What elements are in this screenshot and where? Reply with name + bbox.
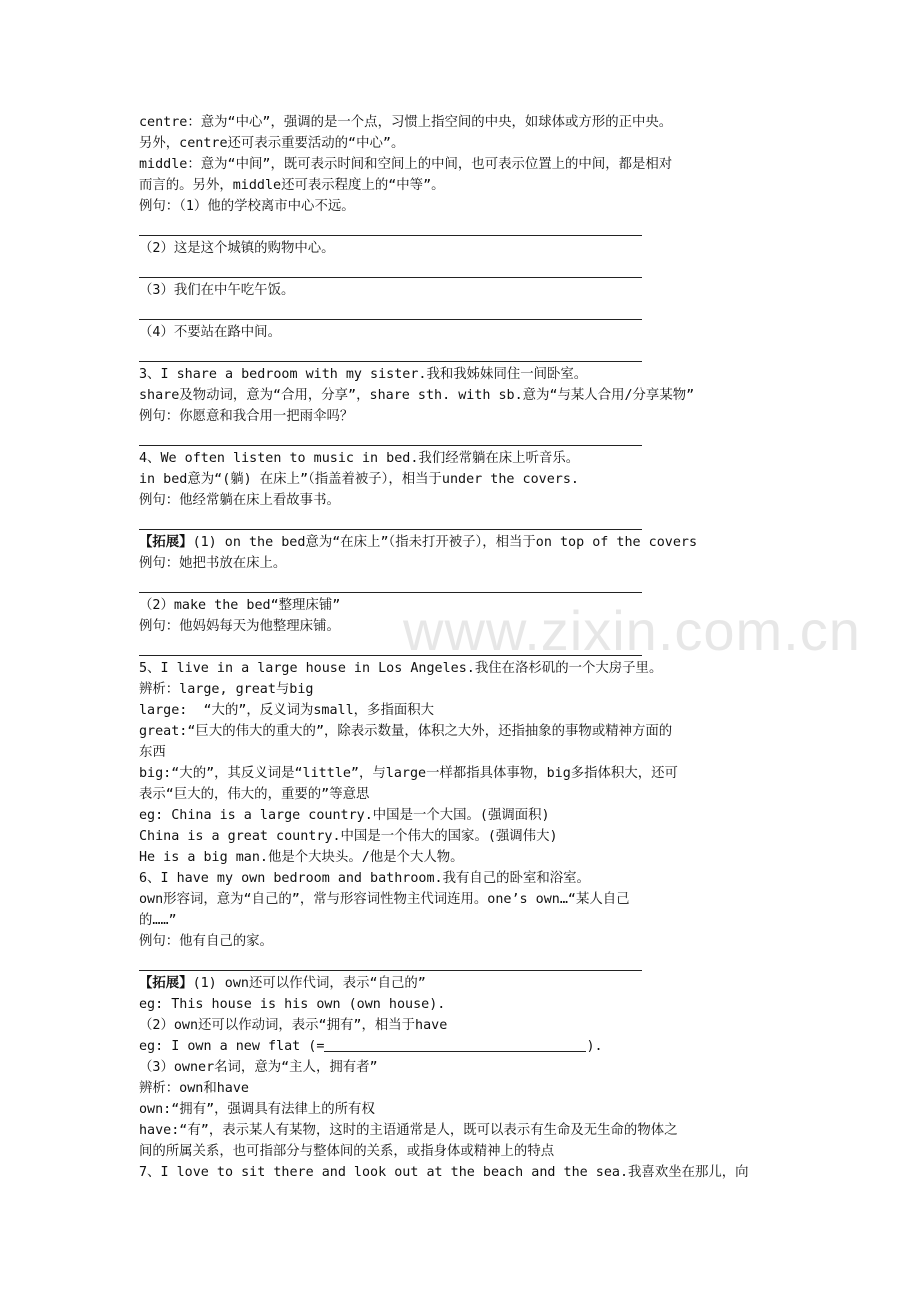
example-line: 例句：你愿意和我合用一把雨伞吗？ xyxy=(139,409,354,424)
text-line: big:“大的”，其反义词是“little”，与large一样都指具体事物，big多指体积大，还可 xyxy=(139,766,678,781)
text-line: eg: China is a large country.中国是一个大国。(强调面积) xyxy=(139,808,550,823)
example-line: 例句：他妈妈每天为他整理床铺。 xyxy=(139,619,340,634)
extension-line xyxy=(139,532,789,553)
section-heading: 6、I have my own bedroom and bathroom.我有自己的卧室和浴室。 xyxy=(139,871,590,886)
extension-text: (1) own还可以作代词，表示“自己的” xyxy=(192,976,426,991)
text-line: centre：意为“中心”，强调的是一个点，习惯上指空间的中央，如球体或方形的正中央。 xyxy=(139,115,673,130)
text-line: 间的所属关系，也可指部分与整体间的关系，或指身体或精神上的特点 xyxy=(139,1144,555,1159)
text-line: （3）owner名词，意为“主人，拥有者” xyxy=(139,1060,378,1075)
extension-tag: 【拓展】 xyxy=(139,976,193,991)
answer-blank[interactable] xyxy=(139,301,789,322)
section-heading: 7、I love to sit there and look out at the beach and the sea.我喜欢坐在那儿，向 xyxy=(139,1165,749,1180)
document-page xyxy=(139,112,789,1183)
example-line: 例句：（1）他的学校离市中心不远。 xyxy=(139,199,355,214)
text-line: have:“有”，表示某人有某物，这时的主语通常是人，既可以表示有生命及无生命的物体之 xyxy=(139,1123,678,1138)
fill-suffix: ). xyxy=(586,1039,603,1054)
text-line: 表示“巨大的，伟大的，重要的”等意思 xyxy=(139,787,370,802)
fill-prefix: eg: I own a new flat (= xyxy=(139,1039,325,1054)
answer-blank[interactable] xyxy=(139,952,789,973)
text-line: 辨析：large, great与big xyxy=(139,682,314,697)
extension-line xyxy=(139,973,789,994)
section-heading: 3、I share a bedroom with my sister.我和我姊妹同住一间卧室。 xyxy=(139,367,588,382)
answer-blank[interactable] xyxy=(139,427,789,448)
text-line: 东西 xyxy=(139,745,166,760)
answer-blank[interactable] xyxy=(139,511,789,532)
text-line: own形容词，意为“自己的”，常与形容词性物主代词连用。one’s own…“某人自己 xyxy=(139,892,630,907)
example-line: 例句：她把书放在床上。 xyxy=(139,556,287,571)
text-line: China is a great country.中国是一个伟大的国家。(强调伟大) xyxy=(139,829,558,844)
text-line: 的……” xyxy=(139,913,177,928)
text-line: great:“巨大的伟大的重大的”，除表示数量，体积之大外，还指抽象的事物或精神方面的 xyxy=(139,724,673,739)
inline-answer-blank[interactable] xyxy=(324,1037,586,1052)
text-line: 而言的。另外，middle还可表示程度上的“中等”。 xyxy=(139,178,445,193)
extension-tag: 【拓展】 xyxy=(139,535,193,550)
text-line: 另外，centre还可表示重要活动的“中心”。 xyxy=(139,136,405,151)
text-line: own:“拥有”，强调具有法律上的所有权 xyxy=(139,1102,375,1117)
text-line: 辨析：own和have xyxy=(139,1081,249,1096)
example-line: 例句：他经常躺在床上看故事书。 xyxy=(139,493,340,508)
answer-blank[interactable] xyxy=(139,574,789,595)
text-line: large: “大的”，反义词为small，多指面积大 xyxy=(139,703,435,718)
text-line: eg: This house is his own (own house). xyxy=(139,997,446,1012)
fill-line xyxy=(139,1036,789,1057)
extension-text: (1) on the bed意为“在床上”（指未打开被子），相当于on top of the covers xyxy=(192,535,698,550)
text-line: （2）make the bed“整理床铺” xyxy=(139,598,341,613)
answer-blank[interactable] xyxy=(139,259,789,280)
example-line: （2）这是这个城镇的购物中心。 xyxy=(139,241,335,256)
text-line: share及物动词，意为“合用，分享”，share sth. with sb.意为“与某人合用/分享某物” xyxy=(139,388,695,403)
text-line: He is a big man.他是个大块头。/他是个大人物。 xyxy=(139,850,464,865)
answer-blank[interactable] xyxy=(139,637,789,658)
text-line: （2）own还可以作动词，表示“拥有”，相当于have xyxy=(139,1018,448,1033)
example-line: （4）不要站在路中间。 xyxy=(139,325,281,340)
answer-blank[interactable] xyxy=(139,343,789,364)
section-heading: 4、We often listen to music in bed.我们经常躺在床上听音乐。 xyxy=(139,451,580,466)
text-line: middle：意为“中间”，既可表示时间和空间上的中间，也可表示位置上的中间，都是相对 xyxy=(139,157,673,172)
watermark: www.zixin.com.cn xyxy=(403,599,861,662)
example-line: 例句：他有自己的家。 xyxy=(139,934,273,949)
text-line: in bed意为“(躺) 在床上”（指盖着被子），相当于under the covers. xyxy=(139,472,579,487)
example-line: （3）我们在中午吃午饭。 xyxy=(139,283,295,298)
section-heading: 5、I live in a large house in Los Angeles.我住在洛杉矶的一个大房子里。 xyxy=(139,661,663,676)
answer-blank[interactable] xyxy=(139,217,789,238)
